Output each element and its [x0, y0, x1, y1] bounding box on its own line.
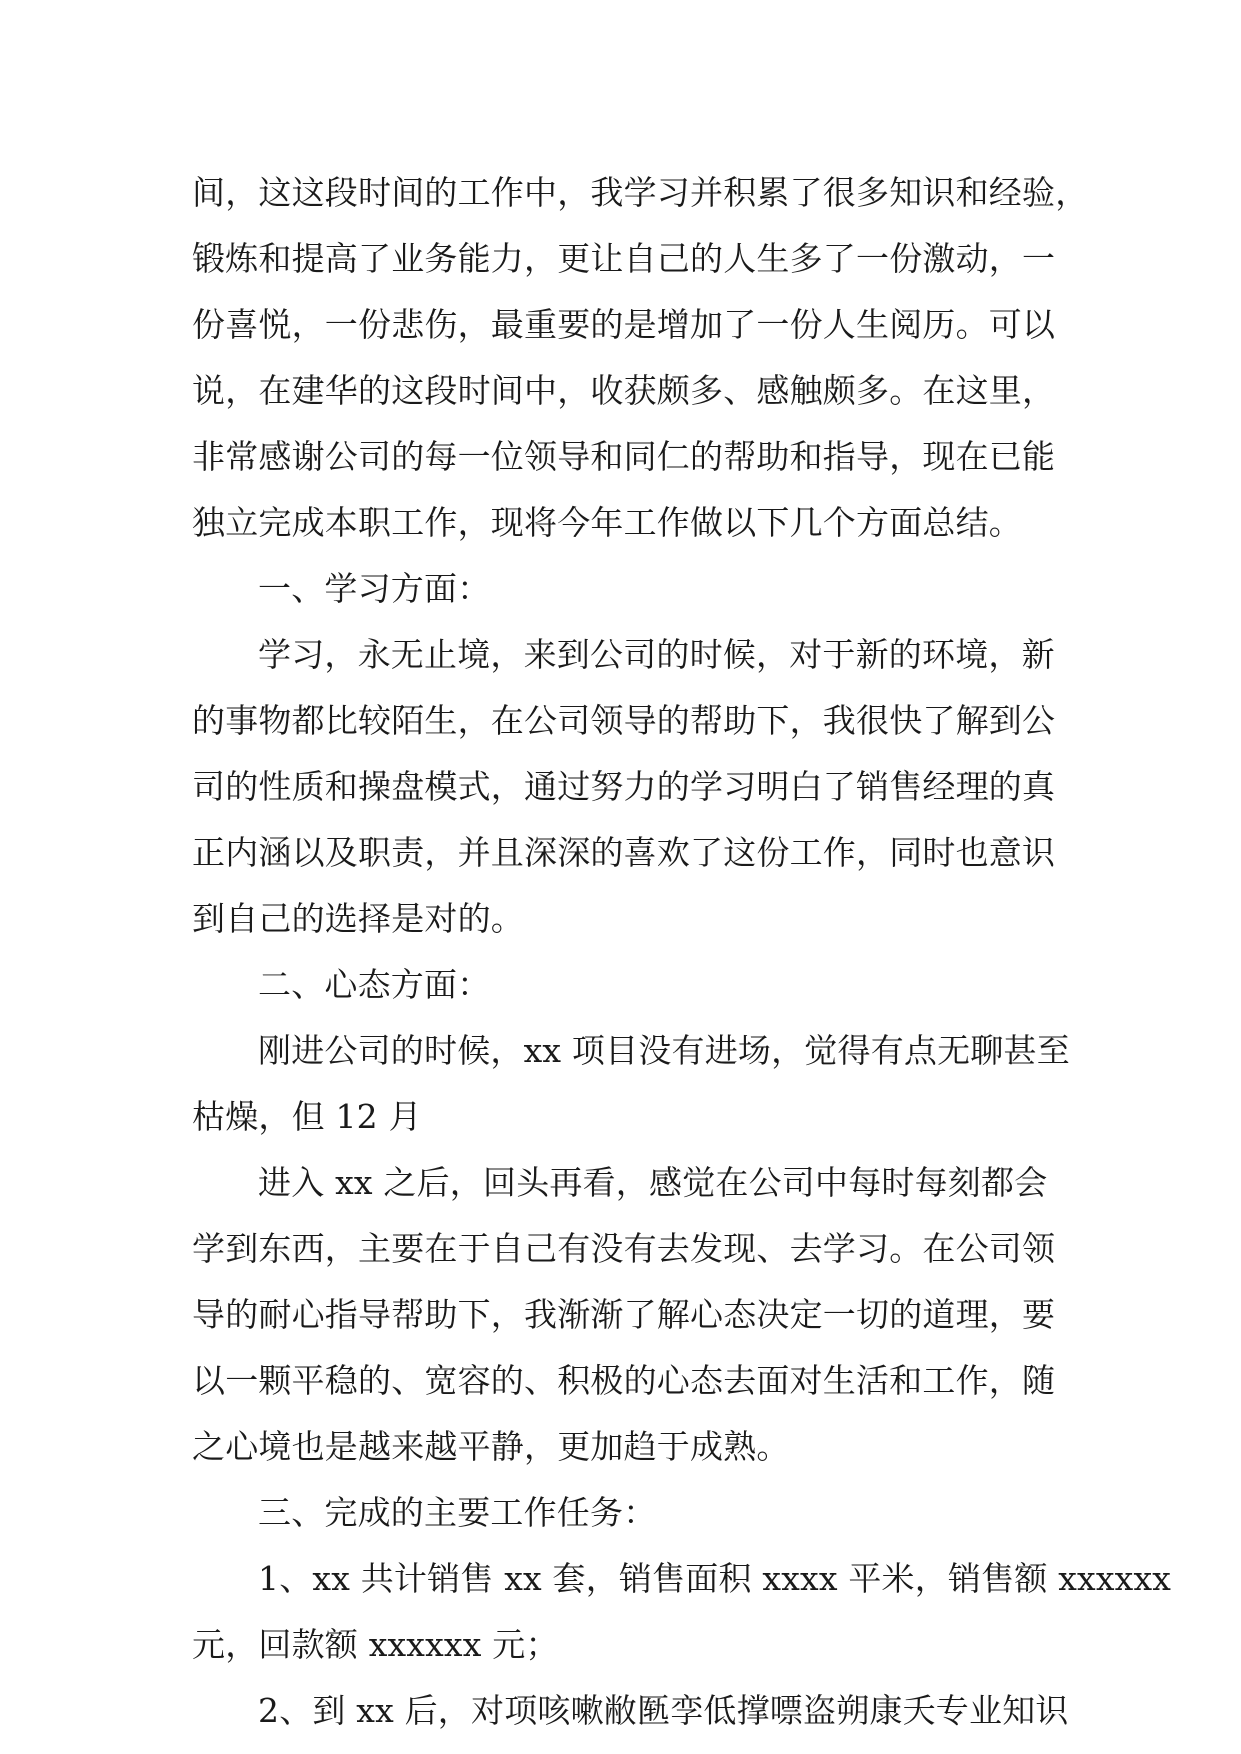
text-line: 学到东西，主要在于自己有没有去发现、去学习。在公司领: [192, 1229, 1056, 1268]
text-line: 1、xx 共计销售 xx 套，销售面积 xxxx 平米，销售额 xxxxxx: [258, 1559, 1172, 1598]
text-line: 以一颗平稳的、宽容的、积极的心态去面对生活和工作，随: [192, 1361, 1056, 1400]
text-line: 说，在建华的这段时间中，收获颇多、感触颇多。在这里，: [192, 371, 1056, 410]
text-line: 刚进公司的时候，xx 项目没有进场，觉得有点无聊甚至: [258, 1031, 1070, 1070]
text-line: 一、学习方面：: [258, 569, 491, 608]
text-line: 到自己的选择是对的。: [192, 899, 524, 938]
text-line: 元，回款额 xxxxxx 元；: [192, 1625, 559, 1664]
text-line: 三、完成的主要工作任务：: [258, 1493, 657, 1532]
text-line: 导的耐心指导帮助下，我渐渐了解心态决定一切的道理，要: [192, 1295, 1056, 1334]
document-body: [192, 160, 1172, 1744]
text-line: 的事物都比较陌生，在公司领导的帮助下，我很快了解到公: [192, 701, 1056, 740]
text-line: 司的性质和操盘模式，通过努力的学习明白了销售经理的真: [192, 767, 1056, 806]
text-line: 2、到 xx 后，对项咳嗽敝匦孪低撑嘌盗朔康夭专业知识: [258, 1691, 1069, 1730]
text-line: 正内涵以及职责，并且深深的喜欢了这份工作，同时也意识: [192, 833, 1056, 872]
text-line: 二、心态方面：: [258, 965, 491, 1004]
text-line: 份喜悦，一份悲伤，最重要的是增加了一份人生阅历。可以: [192, 305, 1056, 344]
text-line: 锻炼和提高了业务能力，更让自己的人生多了一份激动，一: [192, 239, 1056, 278]
text-line: 独立完成本职工作，现将今年工作做以下几个方面总结。: [192, 503, 1022, 542]
text-line: 学习，永无止境，来到公司的时候，对于新的环境，新: [258, 635, 1055, 674]
text-line: 枯燥，但 12 月: [192, 1097, 422, 1136]
text-line: 之心境也是越来越平静，更加趋于成熟。: [192, 1427, 790, 1466]
text-line: 非常感谢公司的每一位领导和同仁的帮助和指导，现在已能: [192, 437, 1056, 476]
text-line: 间，这这段时间的工作中，我学习并积累了很多知识和经验，: [192, 173, 1089, 212]
text-line: 进入 xx 之后，回头再看，感觉在公司中每时每刻都会: [258, 1163, 1048, 1202]
